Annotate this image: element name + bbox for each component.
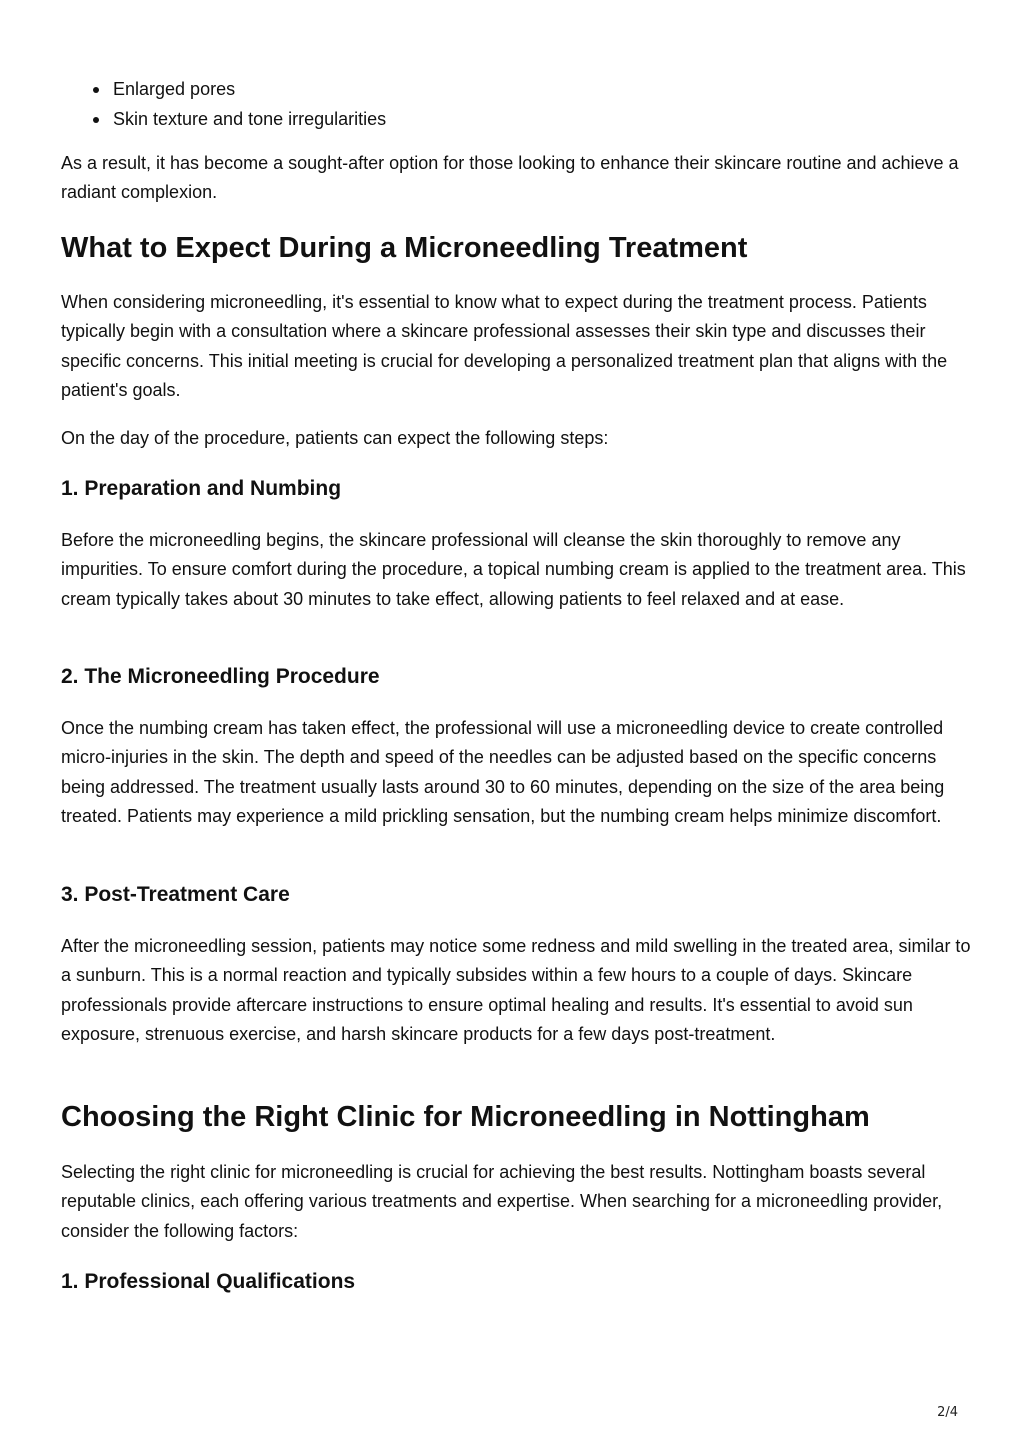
step-text-post-treatment: After the microneedling session, patients may notice some redness and mild swelling in the treated area, similar to a sunburn. This is a normal reaction and typically subsides within a few hours to a couple of days. Skincare professionals provide aftercare instructions to ensure optimal healing and results. It's essential to avoid sun exposure, strenuous exercise, and harsh skincare products for a few days post-treatment.: [61, 936, 971, 1044]
step-heading-post-treatment: 3. Post-Treatment Care: [61, 883, 290, 906]
clinic-intro-paragraph: Selecting the right clinic for microneedling is crucial for achieving the best results. Nottingham boasts several reputable clinics, each offering various treatments and expertise. When searching for a microneedling provider, consider the following factors:: [61, 1162, 943, 1241]
list-item: Skin texture and tone irregularities: [61, 104, 386, 134]
step-text-preparation: Before the microneedling begins, the skincare professional will cleanse the skin thoroughly to remove any impurities. To ensure comfort during the procedure, a topical numbing cream is applied to the treatment area. This cream typically takes about 30 minutes to take effect, allowing patients to feel relaxed and at ease.: [61, 530, 966, 609]
section-heading-treatment: What to Expect During a Microneedling Treatment: [61, 232, 748, 264]
section-heading-clinic: Choosing the Right Clinic for Microneedling in Nottingham: [61, 1101, 870, 1133]
steps-intro-block: [61, 424, 973, 453]
intro-paragraph-block: [61, 149, 973, 208]
step-text-procedure: Once the numbing cream has taken effect, the professional will use a microneedling device to create controlled micro-injuries in the skin. The depth and speed of the needles can be adjusted based on the specific concerns being addressed. The treatment usually lasts around 30 to 60 minutes, depending on the size of the area being treated. Patients may experience a mild prickling sensation, but the numbing cream helps minimize discomfort.: [61, 718, 945, 826]
page-number: 2/4: [937, 1405, 958, 1420]
section2-heading-block: [61, 1099, 973, 1135]
step3-heading-block: [61, 881, 973, 909]
step3-text-block: [61, 932, 973, 1049]
list-item: Enlarged pores: [61, 74, 386, 104]
steps-intro-paragraph: On the day of the procedure, patients can expect the following steps:: [61, 428, 609, 448]
step2-heading-block: [61, 663, 973, 691]
factor1-heading-block: [61, 1268, 973, 1296]
step-heading-preparation: 1. Preparation and Numbing: [61, 477, 342, 500]
treatment-paragraph-block: [61, 288, 973, 405]
step1-text-block: [61, 526, 973, 614]
bullet-list: [61, 74, 386, 134]
step1-heading-block: [61, 475, 973, 503]
clinic-paragraph-block: [61, 1158, 973, 1246]
factor-heading-qualifications: 1. Professional Qualifications: [61, 1270, 356, 1293]
treatment-intro-paragraph: When considering microneedling, it's essential to know what to expect during the treatment process. Patients typically begin with a consultation where a skincare professional assesses their skin type and discusses their specific concerns. This initial meeting is crucial for developing a personalized treatment plan that aligns with the patient's goals.: [61, 292, 948, 400]
step2-text-block: [61, 714, 973, 831]
intro-paragraph: As a result, it has become a sought-after option for those looking to enhance their skincare routine and achieve a radiant complexion.: [61, 153, 959, 203]
step-heading-procedure: 2. The Microneedling Procedure: [61, 665, 380, 688]
section-heading-block: [61, 230, 973, 266]
